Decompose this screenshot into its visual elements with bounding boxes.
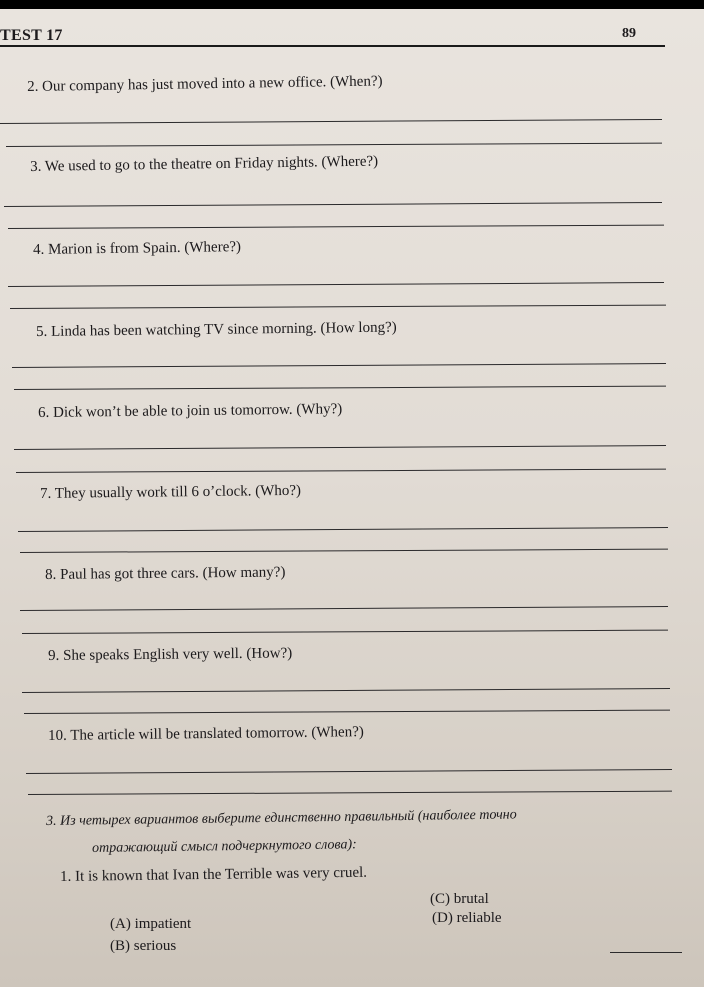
question-10: 10. The article will be translated tomorrow. (When?)	[48, 724, 364, 744]
workbook-page	[0, 9, 704, 987]
option-d[interactable]: (D) reliable	[432, 910, 502, 926]
answer-line-5a[interactable]	[12, 363, 666, 368]
answer-line-5b[interactable]	[14, 386, 666, 390]
answer-line-9b[interactable]	[24, 710, 670, 714]
question-3: 3. We used to go to the theatre on Friday nights. (Where?)	[30, 153, 379, 175]
section3-instruction-line1: 3. Из четырех вариантов выберите единственно правильный (наиболее точно	[46, 807, 517, 829]
answer-line-2b[interactable]	[6, 143, 662, 147]
question-6: 6. Dick won’t be able to join us tomorrow. (Why?)	[38, 401, 343, 421]
answer-line-4a[interactable]	[8, 282, 664, 287]
option-b[interactable]: (B) serious	[110, 938, 177, 954]
question-8: 8. Paul has got three cars. (How many?)	[45, 564, 286, 583]
option-a[interactable]: (A) impatient	[110, 916, 192, 932]
answer-line-7a[interactable]	[18, 527, 668, 532]
option-c[interactable]: (C) brutal	[430, 891, 489, 907]
answer-line-10a[interactable]	[26, 769, 672, 774]
answer-line-10b[interactable]	[28, 791, 672, 795]
question-7: 7. They usually work till 6 o’clock. (Who?)	[40, 482, 302, 502]
question-5: 5. Linda has been watching TV since morning. (How long?)	[36, 319, 397, 340]
answer-line-7b[interactable]	[20, 549, 668, 553]
question-9: 9. She speaks English very well. (How?)	[48, 645, 293, 664]
section3-instruction-line2: отражающий смысл подчеркнутого слова):	[92, 837, 357, 856]
answer-line-8a[interactable]	[20, 606, 668, 611]
answer-line-9a[interactable]	[22, 688, 670, 693]
answer-line-3a[interactable]	[4, 202, 662, 207]
page-number: 89	[622, 26, 636, 41]
header-divider	[0, 45, 665, 47]
question-4: 4. Marion is from Spain. (Where?)	[33, 239, 242, 258]
answer-line-4b[interactable]	[10, 305, 666, 309]
answer-line-2a[interactable]	[0, 119, 662, 124]
item-1-sentence: 1. It is known that Ivan the Terrible was very cruel.	[60, 864, 368, 885]
test-title: TEST 17	[0, 27, 63, 44]
answer-line-3b[interactable]	[8, 225, 664, 229]
answer-line-6a[interactable]	[14, 445, 666, 450]
answer-line-8b[interactable]	[22, 630, 668, 634]
answer-line-6b[interactable]	[16, 469, 666, 473]
item-1-answer-blank[interactable]	[610, 952, 682, 953]
question-2: 2. Our company has just moved into a new office. (When?)	[27, 73, 383, 95]
